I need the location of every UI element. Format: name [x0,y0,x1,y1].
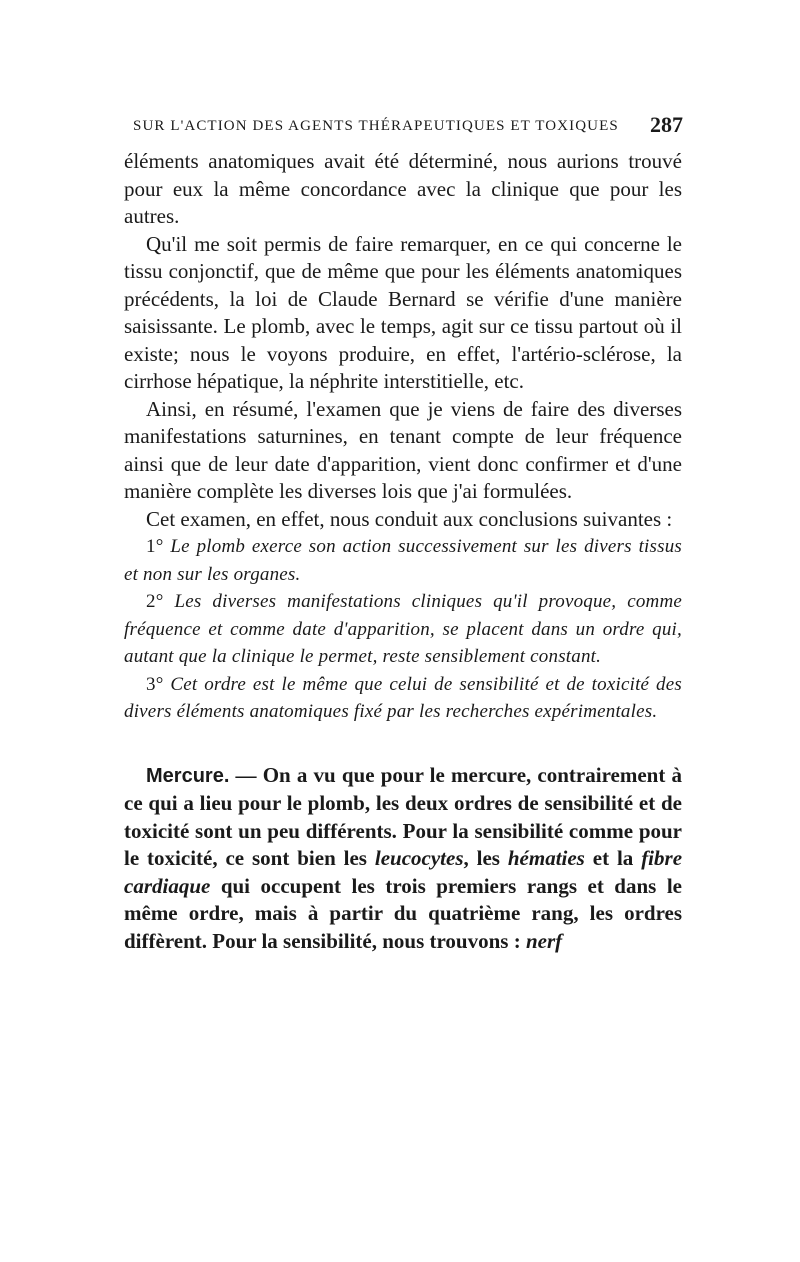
term-leucocytes: leucocytes [374,846,464,870]
conclusion-number: 2° [146,591,164,612]
term-nerf: nerf [525,928,563,953]
conclusion-item [124,533,682,588]
mercure-text-3: et la [584,846,642,870]
paragraph-tissu-conjonctif: Qu'il me soit permis de faire remarquer, en ce qui concerne le tissu conjonctif, que de même que pour les éléments anatomiques précédents, la loi de Claude Bernard se vérifie d'une manière saisissante. Le plomb, avec le temps, agit sur ce tissu partout où il existe; nous le voyons produire, en effet, l'artério-sclérose, la cirrhose hépatique, la néphrite interstitielle, etc. [124,231,682,393]
term-fibre-cardiaque: fibre cardiaque [124,846,683,898]
term-hematies: hématies [507,846,585,870]
mercure-text-2: , les [463,846,508,870]
paragraph-mercure [124,762,682,956]
mercure-text-4: qui occupent les trois premiers rangs et dans le même ordre, mais à partir du quatrième rang, les ordres diffèrent. Pour la sensibilité, nous trouvons : [124,873,682,953]
paragraph-continuation: éléments anatomiques avait été déterminé, nous aurions trouvé pour eux la même concordance avec la clinique que pour les autres. [124,149,682,228]
page-body [124,148,682,955]
conclusion-text: Cet ordre est le même que celui de sensibilité et de toxicité des divers éléments anatomiques fixé par les recherches expérimentales. [124,673,682,722]
running-head: SUR L'ACTION DES AGENTS THÉRAPEUTIQUES ET TOXIQUES [133,118,619,134]
paragraph-resume: Ainsi, en résumé, l'examen que je viens de faire des diverses manifestations saturnines, en tenant compte de leur fréquence ainsi que de leur date d'apparition, vient donc confirmer et d'une manière complète les diverses lois que j'ai formulées. [124,396,682,503]
page-number: 287 [650,112,683,137]
page-header [123,112,683,142]
paragraph-conclusions-intro: Cet examen, en effet, nous conduit aux conclusions suivantes : [146,506,673,531]
conclusion-item [124,671,682,726]
conclusion-text: Les diverses manifestations cliniques qu'il provoque, comme fréquence et comme date d'apparition, se placent dans un ordre qui, autant que la clinique le permet, reste sensiblement constant. [124,591,683,667]
conclusion-number: 3° [146,673,164,695]
mercure-text-1: — On a vu que pour le mercure, contrairement à ce qui a lieu pour le plomb, les deux ordres de sensibilité et de toxicité sont un peu différents. Pour la sensibilité comme pour le toxicité, ce sont bien les [124,762,682,870]
section-heading-mercure: Mercure. [146,764,230,787]
conclusion-item [124,588,682,671]
conclusion-text: Le plomb exerce son action successivement sur les divers tissus et non sur les organes. [124,536,683,585]
conclusion-number: 1° [146,536,164,557]
